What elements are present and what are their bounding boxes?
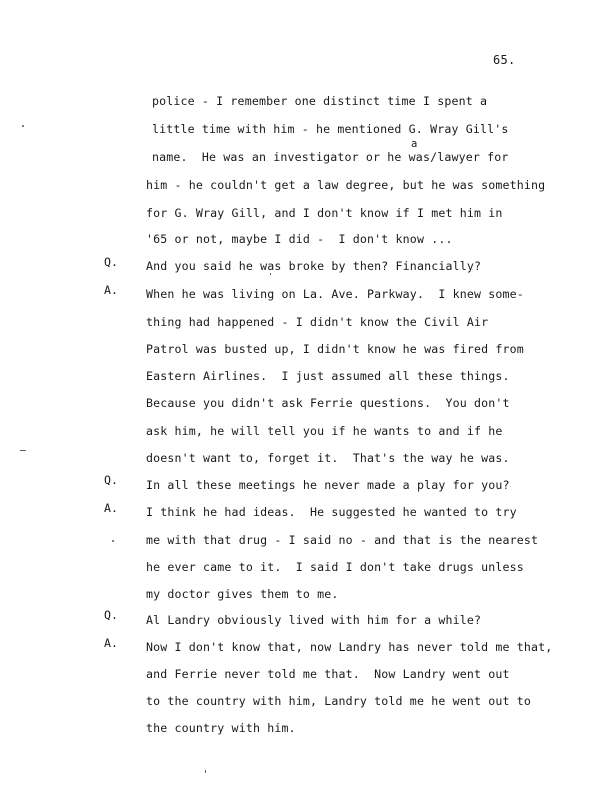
speaker-label-a: A. — [104, 283, 118, 297]
transcript-line: him - he couldn't get a law degree, but he was something — [146, 178, 546, 192]
transcript-line: for G. Wray Gill, and I don't know if I met him in — [146, 206, 503, 220]
page-number: 65. — [493, 53, 516, 67]
transcript-line: Because you didn't ask Ferrie questions. You don't — [146, 396, 510, 410]
transcript-line: and Ferrie never told me that. Now Landry went out — [146, 667, 510, 681]
transcript-line: doesn't want to, forget it. That's the way he was. — [146, 451, 510, 465]
scan-speck — [112, 540, 114, 542]
transcript-line: my doctor gives them to me. — [146, 587, 339, 601]
transcript-line: he ever came to it. I said I don't take drugs unless — [146, 560, 524, 574]
speaker-label-a: A. — [104, 636, 118, 650]
speaker-label-q: Q. — [104, 473, 118, 487]
speaker-label-a: A. — [104, 501, 118, 515]
scan-speck — [270, 273, 271, 275]
transcript-line: little time with him - he mentioned G. Wray Gill's — [152, 122, 509, 136]
transcript-line: And you said he was broke by then? Financially? — [146, 259, 482, 273]
transcript-line: I think he had ideas. He suggested he wanted to try — [146, 505, 517, 519]
speaker-label-q: Q. — [104, 255, 118, 269]
handwritten-insert-mark: a — [411, 138, 418, 150]
scan-speck — [205, 770, 206, 773]
transcript-line: police - I remember one distinct time I spent a — [152, 94, 488, 108]
transcript-line: In all these meetings he never made a play for you? — [146, 478, 510, 492]
transcript-line: Eastern Airlines. I just assumed all these things. — [146, 369, 510, 383]
scan-speck — [20, 450, 26, 451]
transcript-line: me with that drug - I said no - and that is the nearest — [146, 533, 539, 547]
scan-speck — [22, 125, 24, 127]
transcript-line: the country with him. — [146, 721, 296, 735]
transcript-line: name. He was an investigator or he was/lawyer for — [152, 150, 509, 164]
transcript-line: Patrol was busted up, I didn't know he was fired from — [146, 342, 524, 356]
transcript-line: Now I don't know that, now Landry has never told me that, — [146, 640, 553, 654]
speaker-label-q: Q. — [104, 608, 118, 622]
transcript-line: '65 or not, maybe I did - I don't know ... — [146, 232, 453, 246]
transcript-line: thing had happened - I didn't know the Civil Air — [146, 315, 489, 329]
transcript-line: to the country with him, Landry told me he went out to — [146, 694, 532, 708]
transcript-line: When he was living on La. Ave. Parkway. I knew some- — [146, 287, 524, 301]
transcript-line: ask him, he will tell you if he wants to and if he — [146, 424, 503, 438]
transcript-line: Al Landry obviously lived with him for a while? — [146, 613, 482, 627]
